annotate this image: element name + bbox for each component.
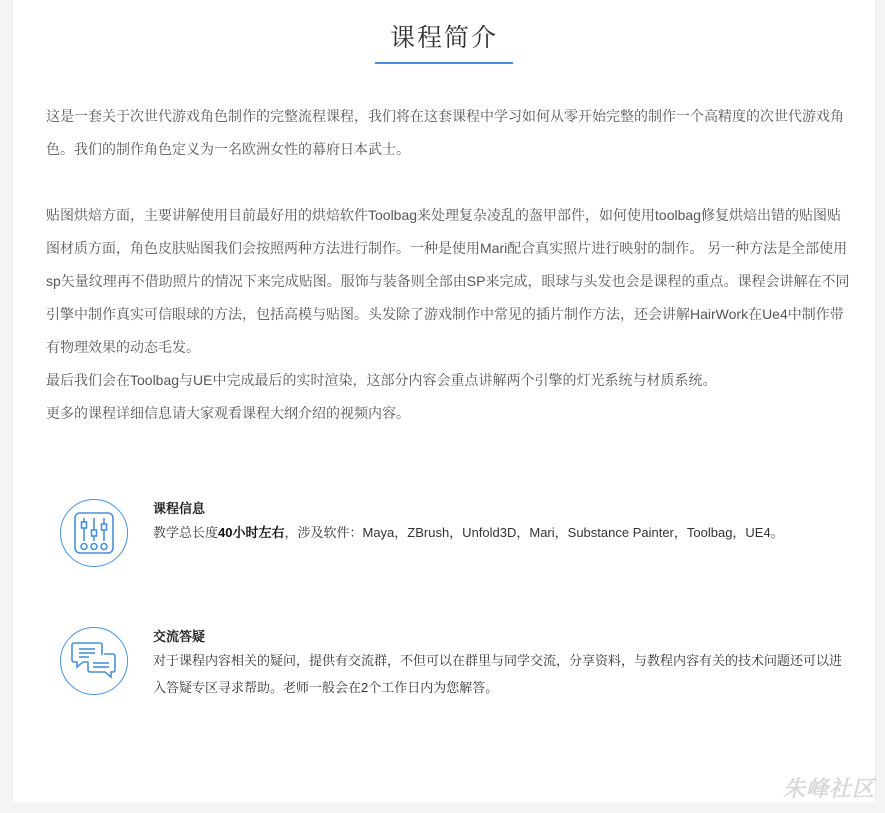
intro-paragraph-4: 更多的课程详细信息请大家观看课程大纲介绍的视频内容。	[46, 405, 410, 421]
intro-text	[46, 100, 854, 430]
qa-text: 对于课程内容相关的疑问，提供有交流群，不但可以在群里与同学交流，分享资料，与教程内容有关的技术问题还可以进入答疑专区寻求帮助。老师一般会在2个工作日内为您解答。	[153, 653, 843, 695]
intro-paragraph-2: 贴图烘焙方面，主要讲解使用目前最好用的烘焙软件Toolbag来处理复杂凌乱的盔甲部件，如何使用toolbag修复烘焙出错的贴图贴图材质方面，角色皮肤贴图我们会按照两种方法进行制作。一种是使用Mari配合真实照片进行映射的制作。 另一种方法是全部使用sp矢量纹理再不借助照片的情况下来完成贴图。服饰与装备则全部由SP来完成，眼球与头发也会是课程的重点。课程会讲解在不同引擎中制作真实可信眼球的方法，包括高模与贴图。头发除了游戏制作中常见的插片制作方法，还会讲解HairWork在Ue4中制作带有物理效果的动态毛发。	[46, 207, 850, 355]
course-intro-panel	[12, 0, 876, 802]
course-duration: 40小时左右	[218, 525, 285, 540]
intro-paragraph-3: 最后我们会在Toolbag与UE中完成最后的实时渲染，这部分内容会重点讲解两个引擎的灯光系统与材质系统。	[46, 372, 717, 388]
sliders-icon	[60, 499, 128, 567]
course-info-text: 教学总长度40小时左右，涉及软件：Maya，ZBrush，Unfold3D，Mari，Substance Painter，Toolbag，UE4。	[153, 525, 784, 540]
section-title: 课程简介	[375, 22, 513, 64]
watermark-logo: 朱峰社区	[782, 776, 875, 801]
chat-icon	[60, 627, 128, 695]
qa-block	[60, 627, 850, 699]
section-title-wrap	[13, 22, 875, 64]
course-info-block	[60, 499, 850, 571]
intro-paragraph-1: 这是一套关于次世代游戏角色制作的完整流程课程，我们将在这套课程中学习如何从零开始完整的制作一个高精度的次世代游戏角色。我们的制作角色定义为一名欧洲女性的幕府日本武士。	[46, 108, 844, 157]
course-info-heading: 课程信息	[153, 501, 206, 516]
qa-heading: 交流答疑	[153, 629, 206, 644]
